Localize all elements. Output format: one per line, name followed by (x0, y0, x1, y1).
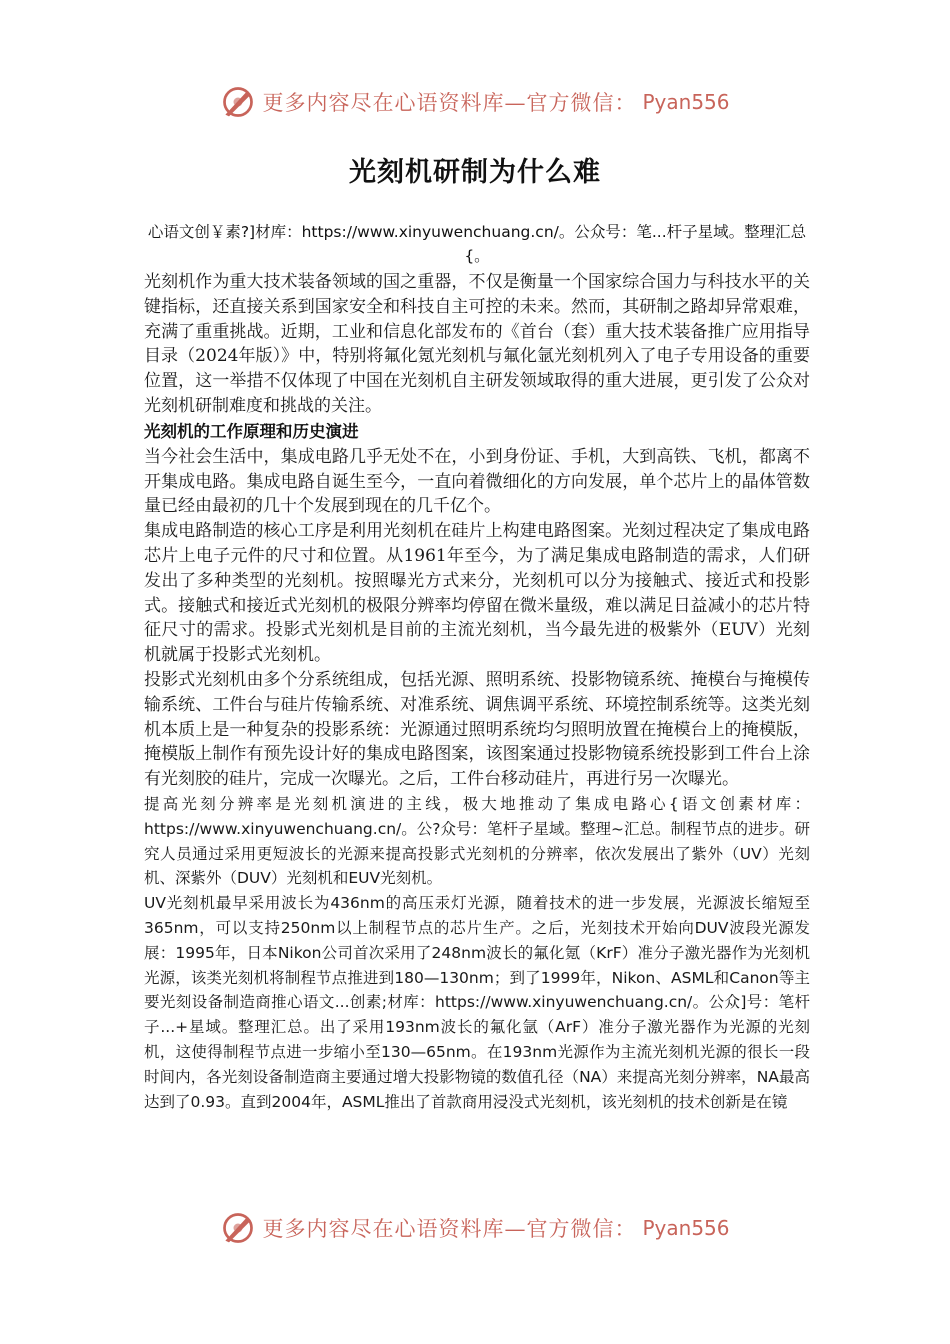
banner-text: 更多内容尽在心语资料库—官方微信： (262, 91, 637, 115)
document-title: 光刻机研制为什么难 (349, 157, 601, 188)
body-paragraph: 提高光刻分辨率是光刻机演进的主线，极大地推动了集成电路心{语文创素材库：https://www.xinyuwenchuang.cn/。公?众号：笔杆子星域。整理~汇总。制程节点的进步。研究人员通过采用更短波长的光源来提高投影式光刻机的分辨率，依次发展出了紫外（UV）光刻机、深紫外（DUV）光刻机和EUV光刻机。 (144, 794, 810, 888)
body-paragraph: UV光刻机最早采用波长为436nm的高压汞灯光源，随着技术的进一步发展，光源波长缩短至365nm，可以支持250nm以上制程节点的芯片生产。之后，光刻技术开始向DUV波段光源发展：1995年，日本Nikon公司首次采用了248nm波长的氟化氪（KrF）准分子激光器作为光刻机光源，该类光刻机将制程节点推进到180—130nm；到了1999年，Nikon、ASML和Canon等主要光刻设备制造商推心语文...创素;材库：https://www.xinyuwenchuang.cn/。公众]号：笔杆子...+星域。整理汇总。出了采用193nm波长的氟化氩（ArF）准分子激光器作为光源的光刻机，这使得制程节点进一步缩小至130—65nm。在193nm光源作为主流光刻机光源的很长一段时间内，各光刻设备制造商主要通过增大投影物镜的数值孔径（NA）来提高光刻分辨率，NA最高达到了0.93。直到2004年，ASML推出了首款商用浸没式光刻机，该光刻机的技术创新是在镜 (144, 894, 810, 1111)
pen-logo-icon (220, 84, 256, 120)
section-heading: 光刻机的工作原理和历史演进 (144, 421, 359, 441)
body-paragraph: 集成电路制造的核心工序是利用光刻机在硅片上构建电路图案。光刻过程决定了集成电路芯片上电子元件的尺寸和位置。从1961年至今，为了满足集成电路制造的需求，人们研发出了多种类型的光刻机。按照曝光方式来分，光刻机可以分为接触式、接近式和投影式。接触式和接近式光刻机的极限分辨率均停留在微米量级，难以满足日益减小的芯片特征尺寸的需求。投影式光刻机是目前的主流光刻机，当今最先进的极紫外（EUV）光刻机就属于投影式光刻机。 (144, 521, 810, 666)
banner-wechat-id: Pyan556 (642, 90, 730, 114)
banner-wechat-id: Pyan556 (642, 1216, 730, 1240)
body-paragraph: 投影式光刻机由多个分系统组成，包括光源、照明系统、投影物镜系统、掩模台与掩模传输系统、工件台与硅片传输系统、对准系统、调焦调平系统、环境控制系统等。这类光刻机本质上是一种复杂的投影系统：光源通过照明系统均匀照明放置在掩模台上的掩模版，掩模版上制作有预先设计好的集成电路图案，该图案通过投影物镜系统投影到工件台上涂有光刻胶的硅片，完成一次曝光。之后，工件台移动硅片，再进行另一次曝光。 (144, 669, 810, 790)
source-line: 心语文创￥素?]材库：https://www.xinyuwenchuang.cn/。公众号：笔...杆子星域。整理汇总{。 (147, 223, 807, 265)
document-body (144, 220, 810, 1114)
body-paragraph: 当今社会生活中，集成电路几乎无处不在，小到身份证、手机，大到高铁、飞机，都离不开集成电路。集成电路自诞生至今，一直向着微细化的方向发展，单个芯片上的晶体管数量已经由最初的几十个发展到现在的几千亿个。 (144, 446, 810, 517)
watermark-banner-bottom (0, 1210, 950, 1246)
banner-text: 更多内容尽在心语资料库—官方微信： (262, 1217, 637, 1241)
watermark-banner-top (0, 84, 950, 120)
pen-logo-icon (220, 1210, 256, 1246)
intro-paragraph: 光刻机作为重大技术装备领域的国之重器，不仅是衡量一个国家综合国力与科技水平的关键指标，还直接关系到国家安全和科技自主可控的未来。然而，其研制之路却异常艰难，充满了重重挑战。近期，工业和信息化部发布的《首台（套）重大技术装备推广应用指导目录（2024年版）》中，特别将氟化氪光刻机与氟化氩光刻机列入了电子专用设备的重要位置，这一举措不仅体现了中国在光刻机自主研发领域取得的重大进展，更引发了公众对光刻机研制难度和挑战的关注。 (144, 272, 810, 416)
